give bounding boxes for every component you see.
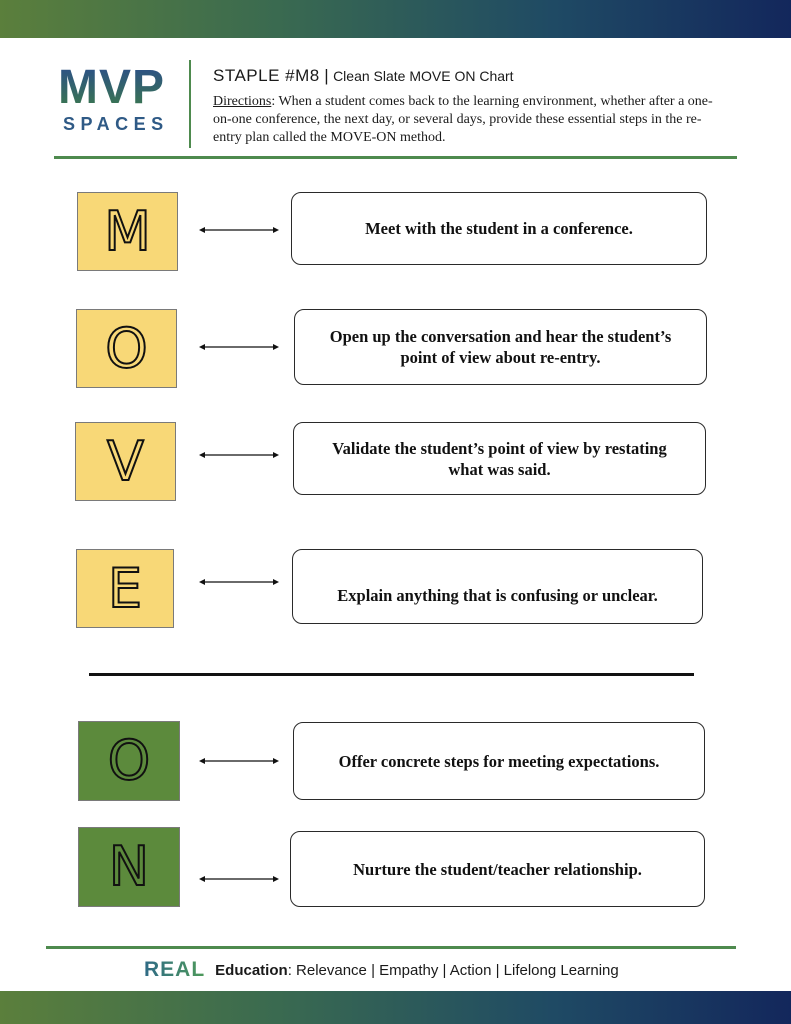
real-logo: REAL [144, 958, 206, 981]
letter-o-on: O [107, 729, 151, 792]
header-rule [54, 156, 737, 159]
section-divider [89, 673, 694, 676]
directions-label: Directions [213, 94, 272, 109]
logo-sub-text: SPACES [63, 114, 169, 134]
step-text-explain: Explain anything that is confusing or unclear. [337, 586, 658, 605]
step-text-validate: Validate the student’s point of view by restating what was said. [332, 438, 667, 479]
footer-values: : Relevance | Empathy | Action | Lifelong Learning [287, 961, 619, 979]
letter-box-n [78, 827, 180, 907]
step-text-meet: Meet with the student in a conference. [365, 219, 633, 238]
double-arrow-icon [199, 341, 279, 353]
letter-o: O [105, 316, 148, 380]
mvp-spaces-logo [58, 61, 180, 136]
letter-e: E [107, 556, 143, 620]
step-box-open [294, 309, 707, 385]
letter-box-v [75, 422, 176, 501]
letter-m: M [104, 199, 151, 263]
bottom-banner [0, 991, 791, 1024]
letter-box-m [77, 192, 178, 271]
step-box-offer [293, 722, 705, 800]
step-text-nurture: Nurture the student/teacher relationship. [353, 859, 642, 879]
step-box-meet [291, 192, 707, 265]
title-separator: | [324, 66, 329, 85]
directions-paragraph [213, 93, 713, 147]
step-box-explain [292, 549, 703, 624]
footer-rule [46, 946, 736, 949]
top-banner [0, 0, 791, 38]
directions-text: : When a student comes back to the learning environment, whether after a one-on-one conference, the next day, or several days, provide these essential steps in the re-entry plan called the MOVE-ON method. [213, 94, 713, 145]
letter-n: N [108, 835, 150, 898]
footer-tagline [144, 958, 619, 982]
double-arrow-icon [199, 449, 279, 461]
footer-education: Education [215, 961, 288, 979]
step-text-offer: Offer concrete steps for meeting expectations. [338, 751, 660, 771]
logo-main-text: MVP [58, 64, 180, 112]
staple-name: Clean Slate MOVE ON Chart [333, 68, 514, 84]
letter-v: V [107, 429, 144, 493]
step-box-nurture [290, 831, 705, 907]
double-arrow-icon [199, 576, 279, 588]
double-arrow-icon [199, 755, 279, 767]
step-text-open: Open up the conversation and hear the student’s point of view about re-entry. [329, 327, 672, 367]
double-arrow-icon [199, 873, 279, 885]
step-box-validate [293, 422, 706, 495]
staple-title [213, 66, 514, 86]
letter-box-o-on [78, 721, 180, 801]
double-arrow-icon [199, 224, 279, 236]
letter-box-o [76, 309, 177, 388]
letter-box-e [76, 549, 174, 628]
staple-code: STAPLE #M8 [213, 66, 320, 85]
header-vertical-divider [189, 60, 191, 148]
